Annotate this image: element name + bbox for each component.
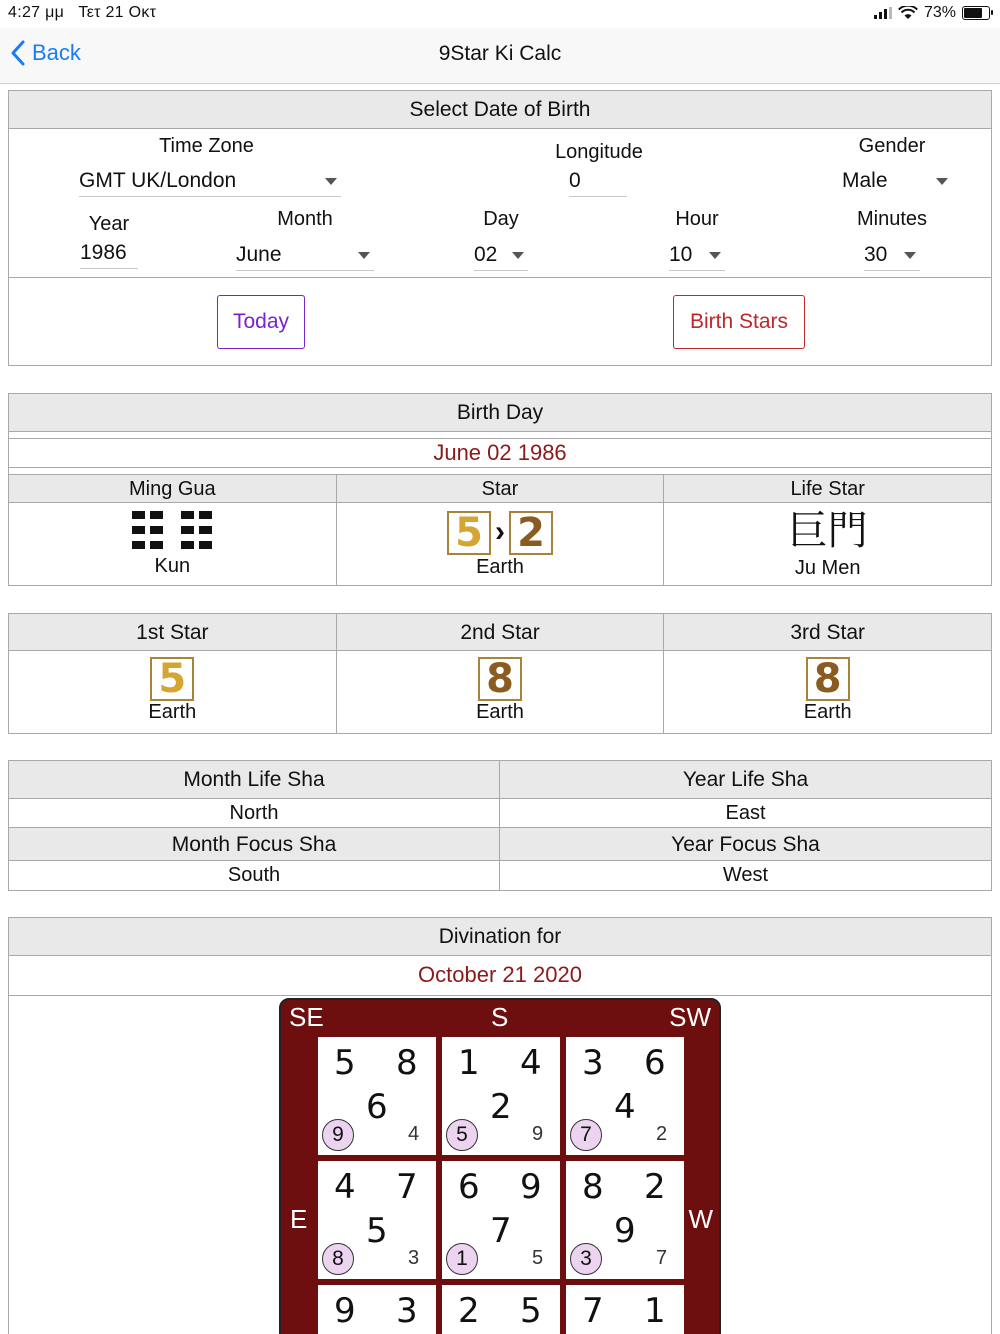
navigation-bar [0, 28, 1000, 84]
year-focus-sha-value: West [722, 864, 769, 886]
first-star-label: 1st Star [9, 614, 336, 651]
chevron-down-icon [709, 252, 721, 259]
birth-stars-button[interactable]: Birth Stars [673, 295, 805, 349]
circle-badge: 9 [322, 1119, 354, 1151]
second-star-element: Earth [476, 701, 524, 723]
star-label: Star [337, 475, 664, 503]
birth-date: June 02 1986 [9, 438, 991, 468]
kun-trigram-icon [9, 511, 336, 549]
year-field[interactable]: 1986 [80, 237, 138, 269]
star-element: Earth [476, 556, 524, 578]
grid-cell-s[interactable]: 1 4 2 5 9 [442, 1037, 560, 1155]
stars-panel [8, 613, 992, 734]
direction-e: E [290, 1204, 308, 1234]
chevron-down-icon [904, 252, 916, 259]
year-label: Year [88, 213, 130, 235]
second-star-column [337, 614, 665, 733]
first-star-badge: 5 [150, 657, 194, 701]
circle-badge: 3 [570, 1243, 602, 1275]
chevron-down-icon [358, 252, 370, 259]
hour-select[interactable]: 10 [669, 239, 725, 271]
stars-columns [9, 614, 991, 733]
year-focus-sha-label: Year Focus Sha [500, 828, 991, 861]
minutes-select[interactable]: 30 [864, 239, 920, 271]
flying-star-board [279, 998, 721, 1334]
status-time: 4:27 μμ Τετ 21 Οκτ [8, 4, 157, 21]
ming-gua-label: Ming Gua [9, 475, 336, 503]
gender-select[interactable]: Male [842, 165, 952, 197]
second-star-badge: 8 [478, 657, 522, 701]
minutes-label: Minutes [856, 208, 928, 230]
month-focus-sha-value: South [9, 861, 500, 891]
grid-cell-sw[interactable]: 3 6 4 7 2 [566, 1037, 684, 1155]
direction-sw: SW [669, 1002, 711, 1032]
ming-gua-value: Kun [154, 555, 191, 577]
battery-icon [962, 6, 990, 20]
status-bar [0, 0, 1000, 28]
life-star-value: Ju Men [794, 557, 861, 579]
divination-panel [8, 917, 992, 1334]
star-from-badge: 5 [447, 511, 491, 555]
circle-badge: 1 [446, 1243, 478, 1275]
year-life-sha-label: Year Life Sha [500, 761, 991, 799]
grid-cell-n[interactable]: 2 5 [442, 1285, 560, 1334]
month-life-sha-value: North [9, 799, 500, 828]
divider [9, 277, 991, 278]
divination-date: October 21 2020 [9, 956, 991, 996]
longitude-label: Longitude [555, 141, 643, 163]
grid-cell-w[interactable]: 8 2 9 3 7 [566, 1161, 684, 1279]
signal-icon [874, 7, 892, 19]
sha-grid [9, 761, 991, 891]
longitude-field[interactable]: 0 [569, 165, 627, 197]
month-label: Month [277, 208, 333, 230]
birth-day-header: Birth Day [9, 394, 991, 432]
gender-label: Gender [858, 135, 926, 157]
birth-day-columns [9, 474, 991, 586]
third-star-element: Earth [803, 701, 852, 723]
wifi-icon [898, 6, 918, 20]
grid-cell-ne[interactable]: 9 3 [318, 1285, 436, 1334]
direction-w: W [688, 1204, 713, 1234]
third-star-badge: 8 [806, 657, 850, 701]
day-select[interactable]: 02 [474, 239, 528, 271]
today-button[interactable]: Today [217, 295, 305, 349]
direction-se: SE [289, 1002, 324, 1032]
status-icons [874, 4, 990, 22]
chevron-down-icon [936, 178, 948, 185]
chevron-down-icon [512, 252, 524, 259]
first-star-column [9, 614, 337, 733]
chevron-down-icon [325, 178, 337, 185]
ming-gua-column [9, 475, 337, 586]
third-star-column [664, 614, 991, 733]
life-star-column [664, 475, 991, 586]
month-focus-sha-label: Month Focus Sha [9, 828, 500, 861]
circle-badge: 8 [322, 1243, 354, 1275]
grid-cell-nw[interactable]: 7 1 [566, 1285, 684, 1334]
life-star-label: Life Star [664, 475, 991, 503]
grid-cell-center[interactable]: 6 9 7 1 5 [442, 1161, 560, 1279]
day-label: Day [483, 208, 519, 230]
star-transition [337, 511, 664, 555]
star-column [337, 475, 665, 586]
time-zone-select[interactable]: GMT UK/London [79, 165, 341, 197]
month-select[interactable]: June [236, 239, 374, 271]
life-star-chars: 巨門 [787, 508, 868, 554]
time-zone-label: Time Zone [159, 135, 254, 157]
birth-day-panel [8, 393, 992, 586]
third-star-label: 3rd Star [664, 614, 991, 651]
chevron-right-icon: › [495, 515, 505, 548]
circle-badge: 7 [570, 1119, 602, 1151]
dob-panel [8, 90, 992, 366]
divination-header: Divination for [9, 918, 991, 956]
month-life-sha-label: Month Life Sha [9, 761, 500, 799]
year-life-sha-value: East [500, 799, 991, 828]
grid-cell-se[interactable]: 5 8 6 9 4 [318, 1037, 436, 1155]
first-star-element: Earth [148, 701, 197, 723]
dob-header: Select Date of Birth [9, 91, 991, 129]
direction-s: S [491, 1002, 509, 1032]
hour-label: Hour [675, 208, 719, 230]
battery-percent: 73% [923, 4, 956, 21]
star-to-badge: 2 [509, 511, 553, 555]
sha-panel [8, 760, 992, 891]
circle-badge: 5 [446, 1119, 478, 1151]
page-title: 9Star Ki Calc [438, 42, 562, 65]
grid-cell-e[interactable]: 4 7 5 8 3 [318, 1161, 436, 1279]
second-star-label: 2nd Star [337, 614, 664, 651]
back-label: Back [32, 40, 81, 65]
